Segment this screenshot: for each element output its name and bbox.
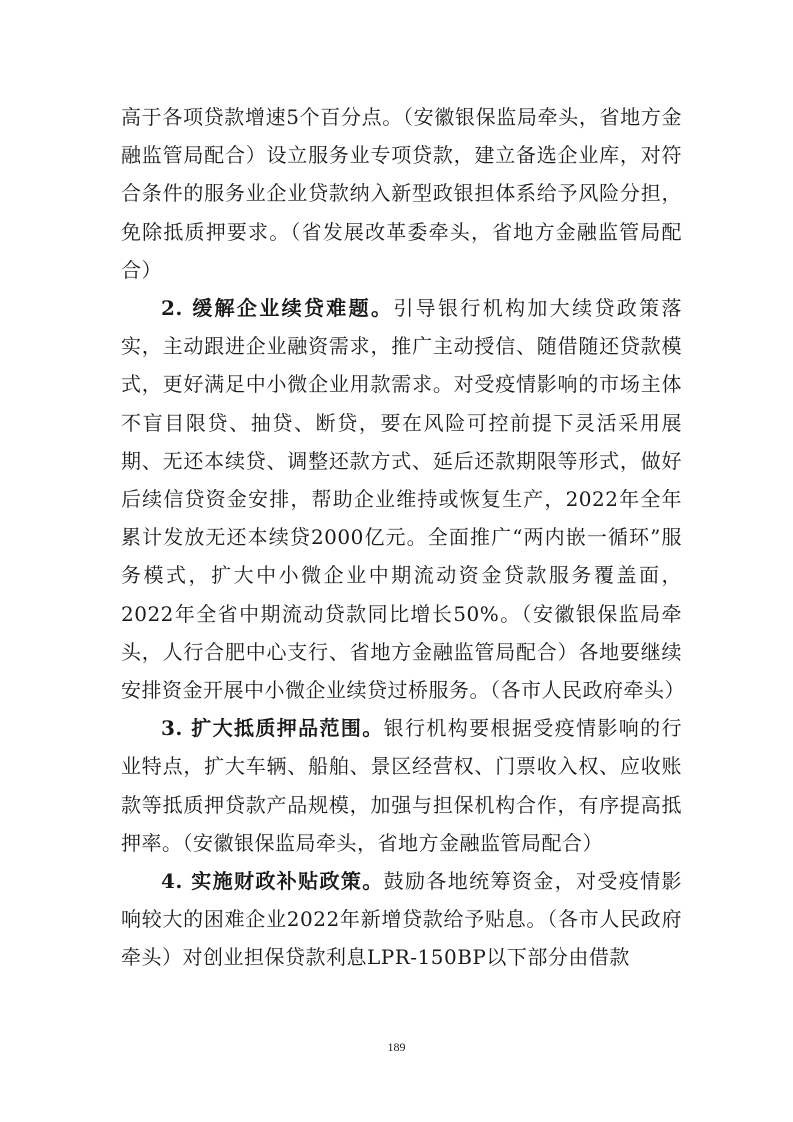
paragraph-text: 高于各项贷款增速5个百分点。（安徽银保监局牵头，省地方金融监管局配合）设立服务业专项贷款，建立备选企业库，对符合条件的服务业企业贷款纳入新型政银担体系给予风险分担，免除抵质押要求。（省发展改革委牵头，省地方金融监管局配合） — [121, 105, 682, 282]
paragraph-continuation — [121, 98, 682, 289]
document-body — [121, 98, 685, 977]
paragraph-text: 引导银行机构加大续贷政策落实，主动跟进企业融资需求，推广主动授信、随借随还贷款模式，更好满足中小微企业用款需求。对受疫情影响的市场主体不盲目限贷、抽贷、断贷，要在风险可控前提下灵活采用展期、无还本续贷、调整还款方式、延后还款期限等形式，做好后续信贷资金安排，帮助企业维持或恢复生产，2022年全年累计发放无还本续贷2000亿元。全面推广“两内嵌一循环”服务模式，扩大中小微企业中期流动资金贷款服务覆盖面，2022年全省中期流动贷款同比增长50%。（安徽银保监局牵头，人行合肥中心支行、省地方金融监管局配合）各地要继续安排资金开展中小微企业续贷过桥服务。（各市人民政府牵头） — [121, 296, 685, 703]
paragraph-collateral-scope — [121, 709, 682, 862]
paragraph-renewal-loans — [121, 289, 685, 709]
paragraph-text: 鼓励各地统筹资金，对受疫情影响较大的困难企业2022年新增贷款给予贴息。（各市人民政府牵头）对创业担保贷款利息LPR-150BP以下部分由借款 — [121, 869, 683, 970]
page-number: 189 — [387, 1040, 406, 1054]
paragraph-text: 银行机构要根据受疫情影响的行业特点，扩大车辆、船舶、景区经营权、门票收入权、应收账款等抵质押贷款产品规模，加强与担保机构合作，有序提高抵押率。（安徽银保监局牵头，省地方金融监管局配合） — [121, 716, 683, 855]
paragraph-fiscal-subsidy — [121, 862, 682, 977]
paragraph-heading: 2. 缓解企业续贷难题。 — [161, 296, 394, 321]
paragraph-heading: 3. 扩大抵质押品范围。 — [161, 716, 384, 741]
paragraph-heading: 4. 实施财政补贴政策。 — [161, 869, 384, 894]
